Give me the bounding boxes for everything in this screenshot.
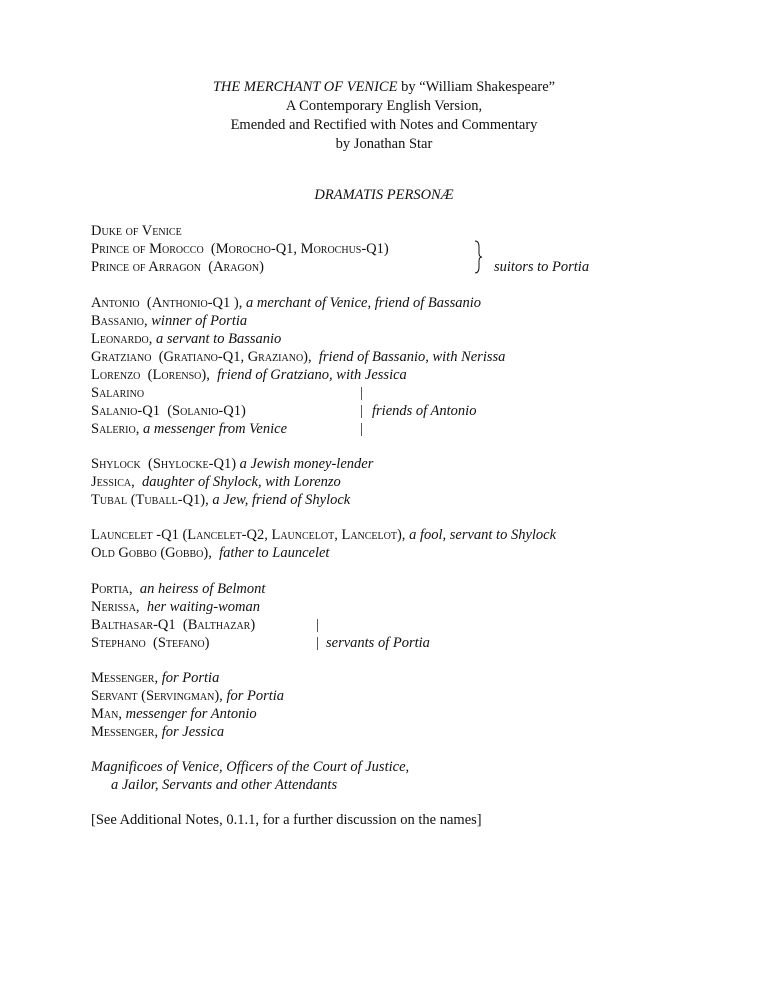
character-description: a merchant of Venice, friend of Bassanio [245,295,482,311]
character-description: friend of Bassanio, with Nerissa [318,349,506,365]
character-name: Tubal [91,492,128,508]
character-description: her waiting-woman [146,599,260,615]
character-variants: (Gratiano-Q1, Graziano), [158,349,312,365]
friends-bar: | [360,421,363,437]
character-name: Messenger, [91,724,159,740]
character-name: Messenger, [91,670,159,686]
character-servant [91,687,284,705]
character-arragon [91,258,264,276]
play-title: THE MERCHANT OF VENICE [212,79,398,95]
friends-note: friends of Antonio [372,403,477,419]
character-variants: (Solanio-Q1) [167,403,246,419]
character-name: Antonio [91,295,140,311]
character-description: a servant to Bassanio [156,331,282,347]
character-variants: (Balthazar) [182,617,256,633]
character-name: Portia, [91,581,133,597]
character-name: Prince of Arragon [91,259,201,275]
character-leonardo [91,330,281,348]
character-description: a messenger from Venice [142,421,288,437]
character-name: Old Gobbo [91,545,157,561]
character-portia [91,580,265,598]
character-description: a Jewish money-lender [239,456,374,472]
character-salanio [91,402,246,420]
play-author: by “William Shakespeare” [397,79,556,95]
character-name: Salerio, [91,421,140,437]
header-title-line [0,78,768,97]
character-name: Man, [91,706,122,722]
character-gratziano [91,348,505,366]
character-nerissa [91,598,260,616]
character-name: Launcelet [91,527,153,543]
character-jessica [91,473,341,491]
friends-bar: | [360,385,363,401]
character-variants: (Servingman), [141,688,223,704]
character-name: Servant [91,688,138,704]
servants-note: servants of Portia [326,635,430,651]
character-description: daughter of Shylock, with Lorenzo [141,474,341,490]
extras-line-1: Magnificoes of Venice, Officers of the Court of Justice, [91,759,410,775]
character-description: father to Launcelet [219,545,330,561]
character-duke: Duke of Venice [91,223,182,239]
character-messenger-portia [91,669,219,687]
character-man [91,705,257,723]
character-salarino: Salarino [91,385,145,401]
character-variants: (Anthonio-Q1 ), [146,295,243,311]
friends-bar: | [360,403,363,419]
character-stephano [91,634,209,652]
character-name: Leonardo, [91,331,153,347]
character-description: a Jew, friend of Shylock [212,492,351,508]
servants-bar: | [316,617,319,633]
character-launcelet [91,526,556,544]
character-name: Jessica, [91,474,135,490]
suitors-note: suitors to Portia [494,259,590,275]
character-description: friend of Gratziano, with Jessica [217,367,407,383]
character-name: Bassanio, [91,313,148,329]
header-subtitle: A Contemporary English Version, [285,98,483,114]
header-editor: by Jonathan Star [335,136,433,152]
character-name: Gratziano [91,349,152,365]
character-description: for Jessica [161,724,225,740]
character-name: Shylock [91,456,141,472]
character-name: Nerissa, [91,599,140,615]
character-description: messenger for Antonio [125,706,257,722]
character-variants: (Tuball-Q1), [130,492,209,508]
character-variants: (Stefano) [152,635,210,651]
character-name: Lorenzo [91,367,141,383]
character-variants: (Lorenso), [147,367,210,383]
character-messenger-jessica [91,723,224,741]
character-name: Stephano [91,635,146,651]
extras-line-2: a Jailor, Servants and other Attendants [111,777,338,793]
character-description: for Portia [161,670,220,686]
character-variants: -Q1 (Lancelet-Q2, Launcelot, Lancelot), [156,527,406,543]
character-variants: (Gobbo), [160,545,212,561]
additional-notes-reference: [See Additional Notes, 0.1.1, for a further discussion on the names] [91,812,482,828]
character-tubal [91,491,350,509]
character-balthasar [91,616,255,634]
character-name: Prince of Morocco [91,241,204,257]
character-name: Balthasar-Q1 [91,617,176,633]
character-variants: (Morocho-Q1, Morochus-Q1) [210,241,389,257]
character-antonio [91,294,481,312]
character-description: an heiress of Belmont [139,581,266,597]
character-variants: (Shylocke-Q1) [147,456,237,472]
servants-bar: | [316,635,319,651]
dramatis-personae-title: DRAMATIS PERSONÆ [314,187,454,203]
document-header [0,78,768,154]
character-morocco [91,240,389,258]
character-salerio [91,420,287,438]
character-old-gobbo [91,544,329,562]
character-description: winner of Portia [151,313,248,329]
header-subtitle-2: Emended and Rectified with Notes and Commentary [230,117,538,133]
character-description: a fool, servant to Shylock [409,527,557,543]
character-name: Salanio-Q1 [91,403,160,419]
suitors-brace [472,239,484,275]
character-description: for Portia [226,688,285,704]
character-shylock [91,455,373,473]
character-lorenzo [91,366,407,384]
character-bassanio [91,312,247,330]
character-variants: (Aragon) [208,259,264,275]
